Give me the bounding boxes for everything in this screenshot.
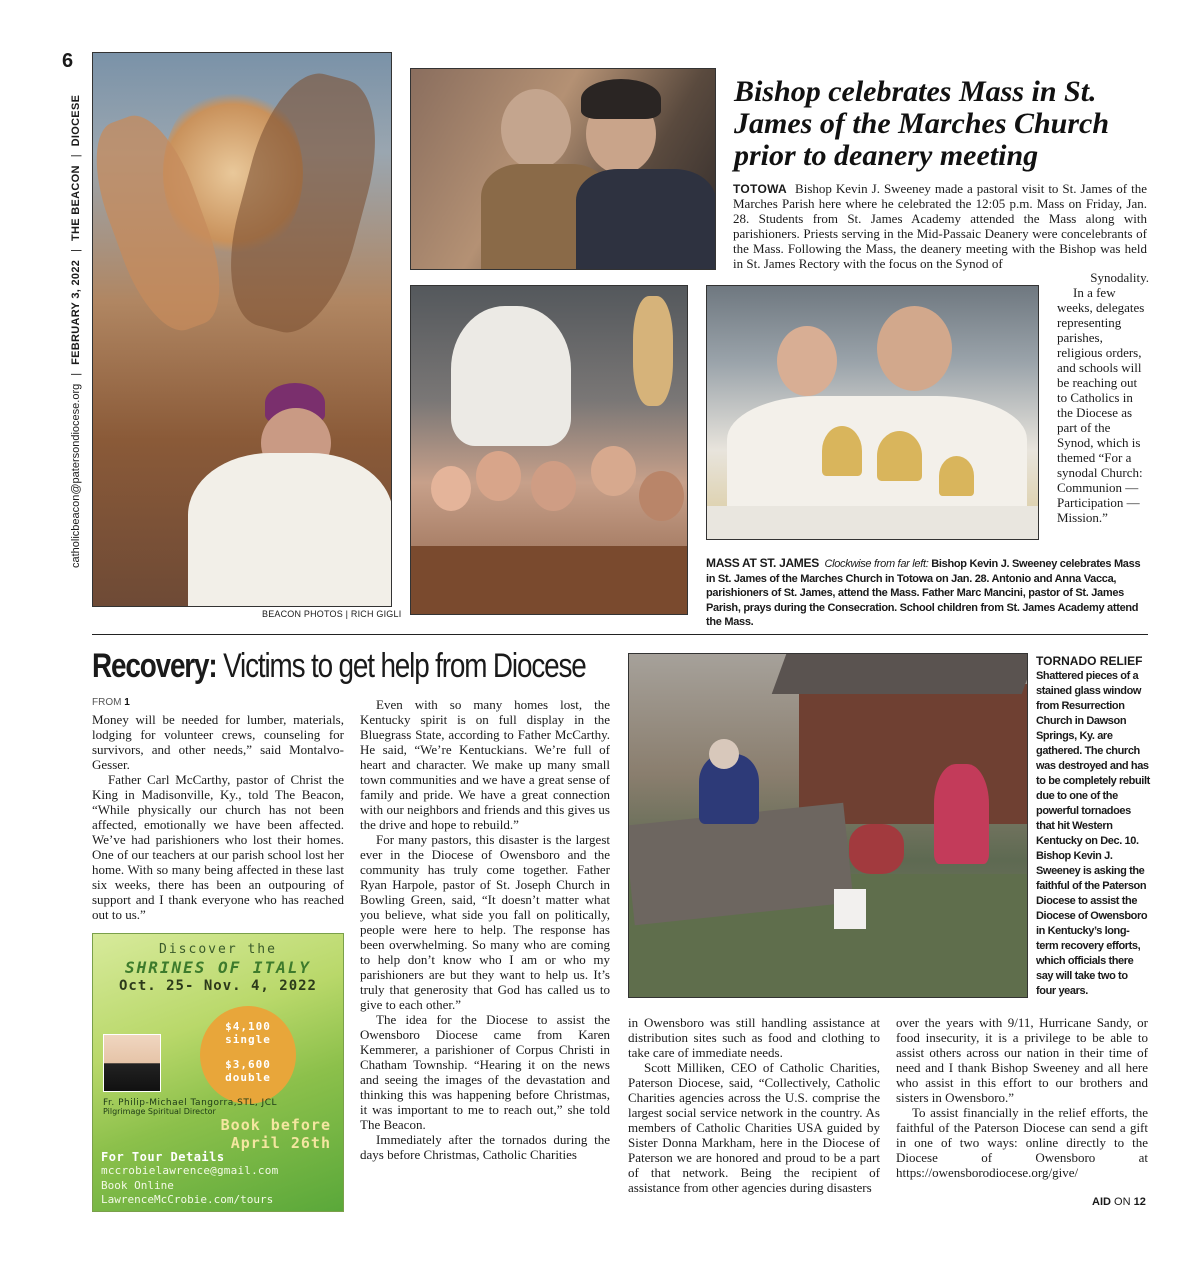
top-story-side-column: Synodality. In a few weeks, delegates representing parishes, religious orders, and schools will be reaching out to Catholics in the Diocese as part of the Synod, which is themed “For a synodal Church: Communion — Participation — Mission.” <box>1057 270 1149 525</box>
section-divider <box>92 634 1148 635</box>
photo-credit: BEACON PHOTOS | RICH GIGLI <box>262 609 402 619</box>
sidebar-folio: catholicbeacon@patersondiocese.org|FEBRUARY 3, 2022|THE BEACON|DIOCESE <box>70 94 82 568</box>
story-column-4: over the years with 9/11, Hurricane Sandy, or food insecurity, it is a privilege to be able to assist others across our nation in their time of need and I thank Bishop Sweeney and all here who assist in this effort to our brothers and sisters in Owensboro.” To assist financially in the relief efforts, the faithful of the Paterson Diocese can send a gift in one of two ways: online directly to the Diocese of Owensboro at https://owensborodiocese.org/give/ <box>896 1015 1148 1180</box>
photo-school-children <box>410 285 688 615</box>
ad-line1: Discover the <box>159 942 277 957</box>
ad-title: SHRINES OF ITALY <box>124 958 312 977</box>
dateline: TOTOWA <box>733 182 788 196</box>
advertisement-shrines-of-italy[interactable] <box>92 933 344 1212</box>
ad-email-link[interactable]: mccrobielawrence@gmail.com <box>101 1164 279 1177</box>
top-headline: Bishop celebrates Mass in St. James of the Marches Church prior to deanery meeting <box>734 75 1110 172</box>
recovery-headline: Recovery: Victims to get help from Diocese <box>92 647 586 685</box>
photo-caption-tornado: TORNADO RELIEF Shattered pieces of a stained glass window from Resurrection Church in Dawson Springs, Ky. are gathered. The church was destroyed and has to be completely rebuilt due to one of the powerful tornadoes that hit Western Kentucky on Dec. 10. Bishop Kevin J. Sweeney is asking the faithful of the Paterson Diocese to assist the Diocese of Owensboro in Kentucky’s long-term recovery efforts, which officials there say will take two to four years. <box>1036 654 1150 997</box>
photo-tornado-relief <box>628 653 1028 998</box>
priest-name: Fr. Philip-Michael Tangorra,STL, JCL <box>103 1098 278 1108</box>
ad-url-link[interactable]: LawrenceMcCrobie.com/tours <box>101 1193 274 1206</box>
book-before: Book before April 26th <box>220 1116 331 1152</box>
tour-details-label: For Tour Details <box>101 1150 225 1164</box>
photo-parishioners <box>410 68 716 270</box>
jump-line[interactable]: AID ON 12 <box>1092 1196 1146 1208</box>
priest-role: Pilgrimage Spiritual Director <box>103 1107 216 1116</box>
folio-email[interactable]: catholicbeacon@patersondiocese.org <box>70 383 82 568</box>
photo-bishop-praying <box>92 52 392 607</box>
ad-dates: Oct. 25- Nov. 4, 2022 <box>118 978 317 994</box>
priest-portrait <box>103 1034 161 1092</box>
book-online-label: Book Online <box>101 1179 174 1192</box>
story-column-2: Even with so many homes lost, the Kentucky spirit is on full display in the Bluegrass State, according to Father McCarthy. He said, “We’re Kentuckians. We’re full of heart and character. We make up many small town communities and we have a great sense of family and pride. We have a great connection with our neighbors and friends and this gives us the drive and hope to rebuild.” For many pastors, this disaster is the largest ever in the Diocese of Owensboro and the community has truly come together. Father Ryan Harpole, pastor of St. Joseph Church in Bowling Green, said, “It doesn’t matter what you believe, what side you fall on politically, people were here to help. The response has been overwhelming. So many who are coming to help don’t know who I am or who my parishioners are but they want to help us. It’s truly that generosity that God has called us to give to each other.” The idea for the Diocese to assist the Owensboro Diocese came from Karen Kemmerer, a parishioner of Corpus Christi in Chatham Township. “Hearing it on the news and seeing the images of the devastation and thinking this was happening before Christmas, it was important to me to reach out,” she told The Beacon. Immediately after the tornados during the days before Christmas, Catholic Charities <box>360 697 610 1162</box>
price-single: $4,100 single <box>225 1020 271 1046</box>
folio-section: DIOCESE <box>70 94 82 147</box>
story-column-3: in Owensboro was still handling assistance at distribution sites such as food and clothing to take care of immediate needs. Scott Milliken, CEO of Catholic Charities, Paterson Diocese, said, “Collectively, Catholic Charities agencies across the U.S. comprise the largest social service network in the country. As members of Catholic Charities USA guided by Sister Donna Markham, here in the Diocese of Paterson we are honored and proud to be a part of that network. Being the recipient of assistance from other agencies during disasters <box>628 1015 880 1195</box>
folio-date: FEBRUARY 3, 2022 <box>70 259 82 365</box>
continued-from: FROM 1 <box>92 697 130 708</box>
price-double: $3,600 double <box>225 1058 271 1084</box>
story-column-1: Money will be needed for lumber, materials, lodging for volunteer crews, counseling for survivors, and other needs,” said Montalvo-Gesser. Father Carl McCarthy, pastor of Christ the King in Madisonville, Ky., told The Beacon, “While physically our church has not been affected, emotionally we have been affected. We’ve had parishioners who lost their homes. One of our teachers at our parish school lost her home. With so many being affected in these last six weeks, there has been an outpouring of support and I thank everyone who has reached out to us.” <box>92 712 344 922</box>
top-story-body: TOTOWA Bishop Kevin J. Sweeney made a pastoral visit to St. James of the Marches Parish here where he celebrated the 12:05 p.m. Mass on Friday, Jan. 28. Students from St. James Academy attended the Mass along with parishioners. Priests serving in the Mid-Passaic Deanery were concelebrants of the Mass. Following the Mass, the deanery meeting with the Bishop was held in St. James Rectory with the focus on the Synod of <box>733 181 1147 271</box>
page-number: 6 <box>62 50 74 72</box>
folio-publication: THE BEACON <box>70 165 82 241</box>
photo-caption-mass: MASS AT ST. JAMES Clockwise from far left: Bishop Kevin J. Sweeney celebrates Mass in St. James of the Marches Church in Totowa on Jan. 28. Antonio and Anna Vacca, parishioners of St. James, attend the Mass. Father Marc Mancini, pastor of St. James Parish, prays during the Consecration. School children from St. James Academy attend the Mass. <box>706 556 1141 628</box>
photo-priests-consecration <box>706 285 1039 540</box>
